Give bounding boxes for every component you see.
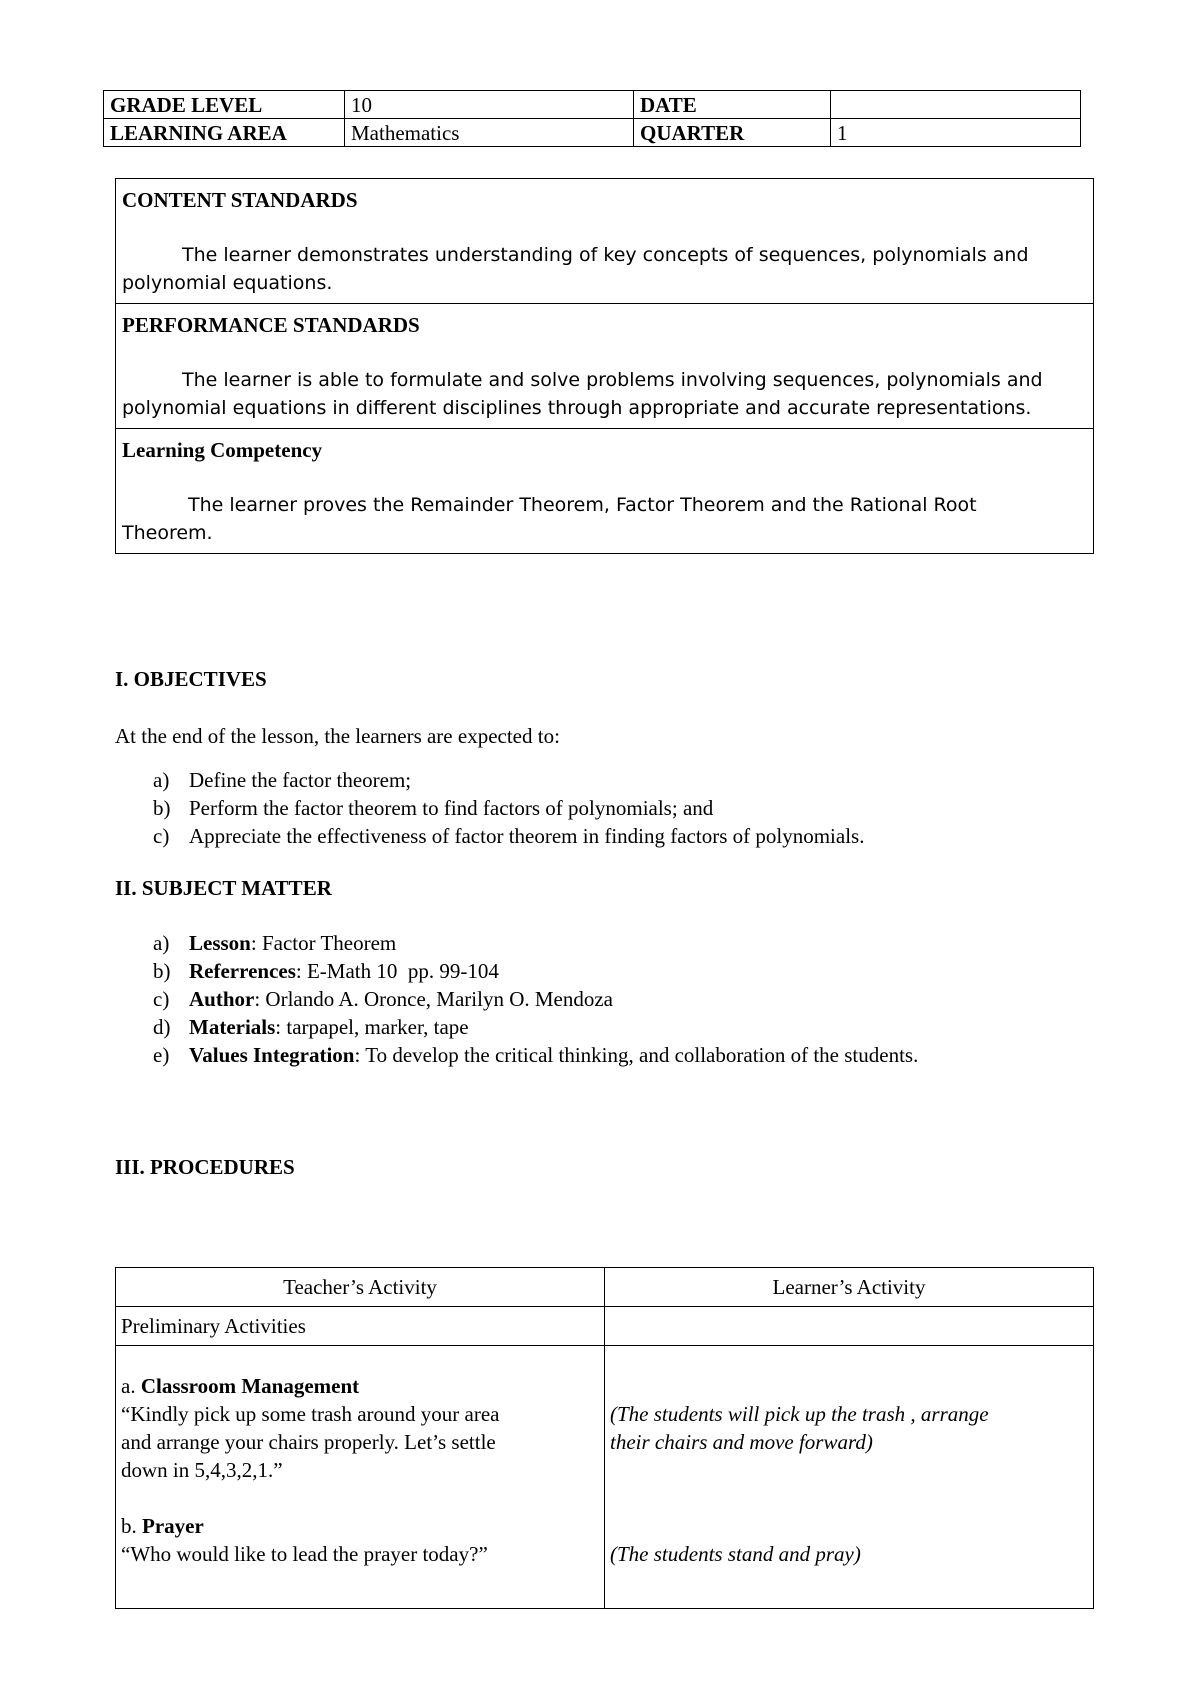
learning-area-label: LEARNING AREA xyxy=(104,119,345,147)
prayer-heading xyxy=(121,1512,599,1540)
preliminary-row xyxy=(116,1307,1094,1346)
subject-item xyxy=(115,929,918,957)
objective-marker: c) xyxy=(153,824,170,848)
subject-label: Author xyxy=(189,987,255,1011)
subject-text: : E-Math 10 pp. 99-104 xyxy=(295,959,499,983)
subject-item xyxy=(115,1013,918,1041)
subject-label: Values Integration xyxy=(189,1043,355,1067)
subject-matter-list xyxy=(115,929,918,1069)
learner-classroom-line: (The students will pick up the trash , arrange xyxy=(610,1402,989,1426)
subject-marker: b) xyxy=(153,959,171,983)
prayer-text-line: “Who would like to lead the prayer today?” xyxy=(121,1542,488,1566)
learner-classroom-line: their chairs and move forward) xyxy=(610,1430,873,1454)
standards-box xyxy=(115,178,1094,554)
prayer-prefix: b. xyxy=(121,1514,142,1538)
content-standards-title: CONTENT STANDARDS xyxy=(122,188,358,212)
subject-item xyxy=(115,985,918,1013)
objectives-intro: At the end of the lesson, the learners are expected to: xyxy=(115,724,560,748)
subject-matter-title: II. SUBJECT MATTER xyxy=(115,876,332,900)
quarter-label: QUARTER xyxy=(634,119,831,147)
subject-marker: c) xyxy=(153,987,170,1011)
subject-marker: d) xyxy=(153,1015,171,1039)
objective-text: Perform the factor theorem to find factors of polynomials; and xyxy=(189,796,714,820)
subject-text: : tarpapel, marker, tape xyxy=(275,1015,469,1039)
subject-label: Referrences xyxy=(189,959,296,983)
objective-item xyxy=(115,766,864,794)
learner-activities-cell xyxy=(605,1346,1094,1609)
performance-standards-section xyxy=(116,303,1093,428)
performance-standards-line-2: polynomial equations in different disciplines through appropriate and accurate representations. xyxy=(122,397,1032,419)
date-value xyxy=(831,91,1081,119)
learning-area-value: Mathematics xyxy=(345,119,634,147)
subject-marker: a) xyxy=(153,931,170,955)
content-standards-section xyxy=(116,179,1093,303)
subject-label: Lesson xyxy=(189,931,251,955)
preliminary-learner-cell xyxy=(605,1307,1094,1346)
content-standards-line-1: The learner demonstrates understanding of key concepts of sequences, polynomials and xyxy=(182,244,1029,266)
teacher-activity-header: Teacher’s Activity xyxy=(116,1268,605,1307)
learning-competency-title: Learning Competency xyxy=(122,438,323,462)
activities-row xyxy=(116,1346,1094,1609)
date-label: DATE xyxy=(634,91,831,119)
procedures-table xyxy=(115,1267,1094,1609)
classroom-text-line: down in 5,4,3,2,1.” xyxy=(121,1458,283,1482)
header-row-1 xyxy=(104,91,1081,119)
objective-item xyxy=(115,822,864,850)
classroom-label: Classroom Management xyxy=(140,1374,360,1398)
learner-prayer-line: (The students stand and pray) xyxy=(610,1542,861,1566)
content-standards-line-2: polynomial equations. xyxy=(122,272,333,294)
performance-standards-line-1: The learner is able to formulate and solve problems involving sequences, polynomials and xyxy=(182,369,1043,391)
header-row-2 xyxy=(104,119,1081,147)
objective-marker: b) xyxy=(153,796,171,820)
learning-competency-line-2: Theorem. xyxy=(122,522,213,544)
objective-text: Appreciate the effectiveness of factor theorem in finding factors of polynomials. xyxy=(189,824,865,848)
learner-activity-header: Learner’s Activity xyxy=(605,1268,1094,1307)
teacher-activities-cell xyxy=(116,1346,605,1609)
objective-marker: a) xyxy=(153,768,170,792)
learning-competency-text xyxy=(122,491,1085,547)
prayer-label: Prayer xyxy=(142,1514,204,1538)
classroom-prefix: a. xyxy=(121,1374,141,1398)
subject-marker: e) xyxy=(153,1043,170,1067)
objectives-title: I. OBJECTIVES xyxy=(115,667,267,691)
objectives-list xyxy=(115,766,864,850)
procedures-title: III. PROCEDURES xyxy=(115,1155,295,1179)
subject-item xyxy=(115,957,918,985)
procedures-header-row xyxy=(116,1268,1094,1307)
subject-text: : Factor Theorem xyxy=(250,931,397,955)
grade-level-label: GRADE LEVEL xyxy=(104,91,345,119)
classroom-heading xyxy=(121,1372,599,1400)
preliminary-activities-cell: Preliminary Activities xyxy=(116,1307,605,1346)
header-table xyxy=(103,90,1081,147)
performance-standards-text xyxy=(122,366,1085,422)
learning-competency-section xyxy=(116,428,1093,553)
learning-competency-line-1: The learner proves the Remainder Theorem, Factor Theorem and the Rational Root xyxy=(188,494,977,516)
classroom-text-line: “Kindly pick up some trash around your area xyxy=(121,1402,500,1426)
objective-item xyxy=(115,794,864,822)
classroom-text-line: and arrange your chairs properly. Let’s settle xyxy=(121,1430,496,1454)
content-standards-text xyxy=(122,241,1085,297)
performance-standards-title: PERFORMANCE STANDARDS xyxy=(122,313,420,337)
quarter-value: 1 xyxy=(831,119,1081,147)
subject-item xyxy=(115,1041,918,1069)
subject-text: : To develop the critical thinking, and collaboration of the students. xyxy=(354,1043,919,1067)
subject-label: Materials xyxy=(189,1015,276,1039)
objective-text: Define the factor theorem; xyxy=(189,768,412,792)
subject-text: : Orlando A. Oronce, Marilyn O. Mendoza xyxy=(254,987,614,1011)
grade-level-value: 10 xyxy=(345,91,634,119)
